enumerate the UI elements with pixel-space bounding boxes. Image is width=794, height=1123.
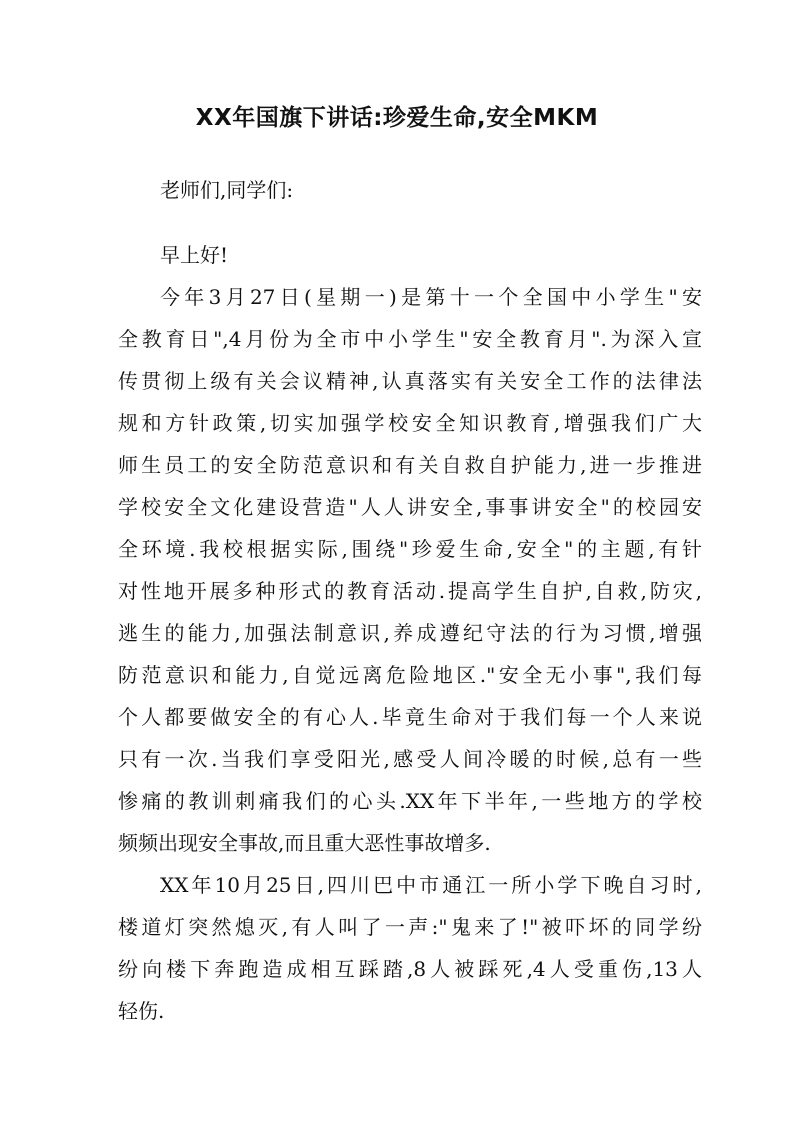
paragraph-line: 全环境.我校根据实际,围绕"珍爱生命,安全"的主题,有针 [118,537,702,561]
paragraph-line: 全教育日",4月份为全市中小学生"安全教育月".为深入宣 [118,327,702,351]
salutation: 老师们,同学们: [160,178,294,202]
document-title: XX年国旗下讲话:珍爱生命,安全MKM [195,105,599,131]
paragraph-line: 传贯彻上级有关会议精神,认真落实有关安全工作的法律法 [118,369,702,393]
paragraph-line: 学校安全文化建设营造"人人讲安全,事事讲安全"的校园安 [118,495,702,519]
paragraphs [118,276,702,1032]
greeting: 早上好! [160,243,229,267]
paragraph-line: 楼道灯突然熄灭,有人叫了一声:"鬼来了!"被吓坏的同学纷 [118,915,702,939]
paragraph-line: 对性地开展多种形式的教育活动.提高学生自护,自救,防灾, [118,579,702,603]
paragraph-line: 师生员工的安全防范意识和有关自救自护能力,进一步推进 [118,453,702,477]
paragraph-line: 只有一次.当我们享受阳光,感受人间冷暖的时候,总有一些 [118,747,702,771]
paragraph-line: 防范意识和能力,自觉远离危险地区."安全无小事",我们每 [118,663,702,687]
paragraph-line: 轻伤. [118,999,165,1023]
document-body [118,169,702,1032]
paragraph-line: 频频出现安全事故,而且重大恶性事故增多. [118,831,491,855]
paragraph-line: 纷向楼下奔跑造成相互踩踏,8人被踩死,4人受重伤,13人 [118,957,702,981]
paragraph-line: 规和方针政策,切实加强学校安全知识教育,增强我们广大 [118,411,702,435]
paragraph-line: XX年10月25日,四川巴中市通江一所小学下晚自习时, [160,873,702,897]
paragraph [118,276,702,864]
paragraph-line: 逃生的能力,加强法制意识,养成遵纪守法的行为习惯,增强 [118,621,702,645]
paragraph-line: 今年3月27日(星期一)是第十一个全国中小学生"安 [160,285,702,309]
paragraph-line: 个人都要做安全的有心人.毕竟生命对于我们每一个人来说 [118,705,702,729]
paragraph [118,864,702,1032]
spacer [118,211,702,234]
paragraph-line: 惨痛的教训刺痛我们的心头.XX年下半年,一些地方的学校 [118,789,702,813]
